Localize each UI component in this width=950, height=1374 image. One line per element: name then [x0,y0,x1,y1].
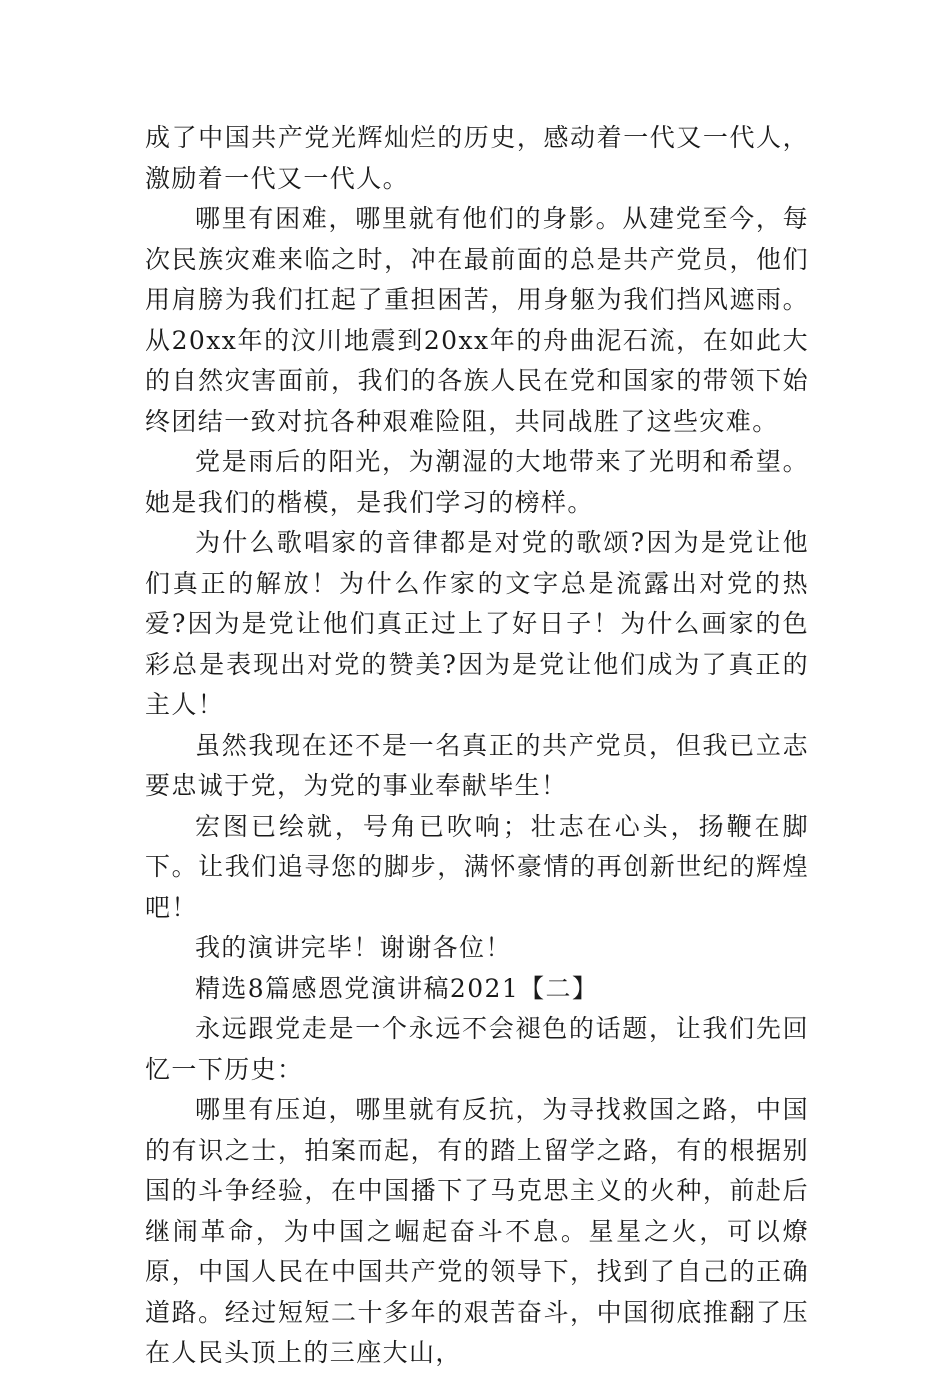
paragraph: 宏图已绘就，号角已吹响；壮志在心头，扬鞭在脚下。让我们追寻您的脚步，满怀豪情的再创新世纪的辉煌吧！ [145,811,809,922]
paragraph: 虽然我现在还不是一名真正的共产党员，但我已立志要忠诚于党，为党的事业奉献毕生！ [145,730,809,800]
section-heading: 精选8篇感恩党演讲稿2021【二】 [195,973,599,1003]
paragraph: 党是雨后的阳光，为潮湿的大地带来了光明和希望。她是我们的楷模，是我们学习的榜样。 [145,447,809,517]
document-body [145,118,809,1374]
paragraph: 永远跟党走是一个永远不会褪色的话题，让我们先回忆一下历史： [145,1014,809,1084]
paragraph: 为什么歌唱家的音律都是对党的歌颂?因为是党让他们真正的解放！为什么作家的文字总是流露出对党的热爱?因为是党让他们真正过上了好日子！为什么画家的色彩总是表现出对党的赞美?因为是党让他们成为了真正的主人！ [145,528,809,719]
paragraph: 成了中国共产党光辉灿烂的历史，感动着一代又一代人，激励着一代又一代人。 [145,123,809,193]
paragraph: 哪里有压迫，哪里就有反抗，为寻找救国之路，中国的有识之士，拍案而起，有的踏上留学之路，有的根据别国的斗争经验，在中国播下了马克思主义的火种，前赴后继闹革命，为中国之崛起奋斗不息。星星之火，可以燎原，中国人民在中国共产党的领导下，找到了自己的正确道路。经过短短二十多年的艰苦奋斗，中国彻底推翻了压在人民头顶上的三座大山， [145,1095,809,1367]
closing-line: 我的演讲完毕！谢谢各位！ [195,933,512,962]
paragraph: 哪里有困难，哪里就有他们的身影。从建党至今，每次民族灾难来临之时，冲在最前面的总是共产党员，他们用肩膀为我们扛起了重担困苦，用身躯为我们挡风遮雨。从20xx年的汶川地震到20xx年的舟曲泥石流，在如此大的自然灾害面前，我们的各族人民在党和国家的带领下始终团结一致对抗各种艰难险阻，共同战胜了这些灾难。 [145,204,809,436]
